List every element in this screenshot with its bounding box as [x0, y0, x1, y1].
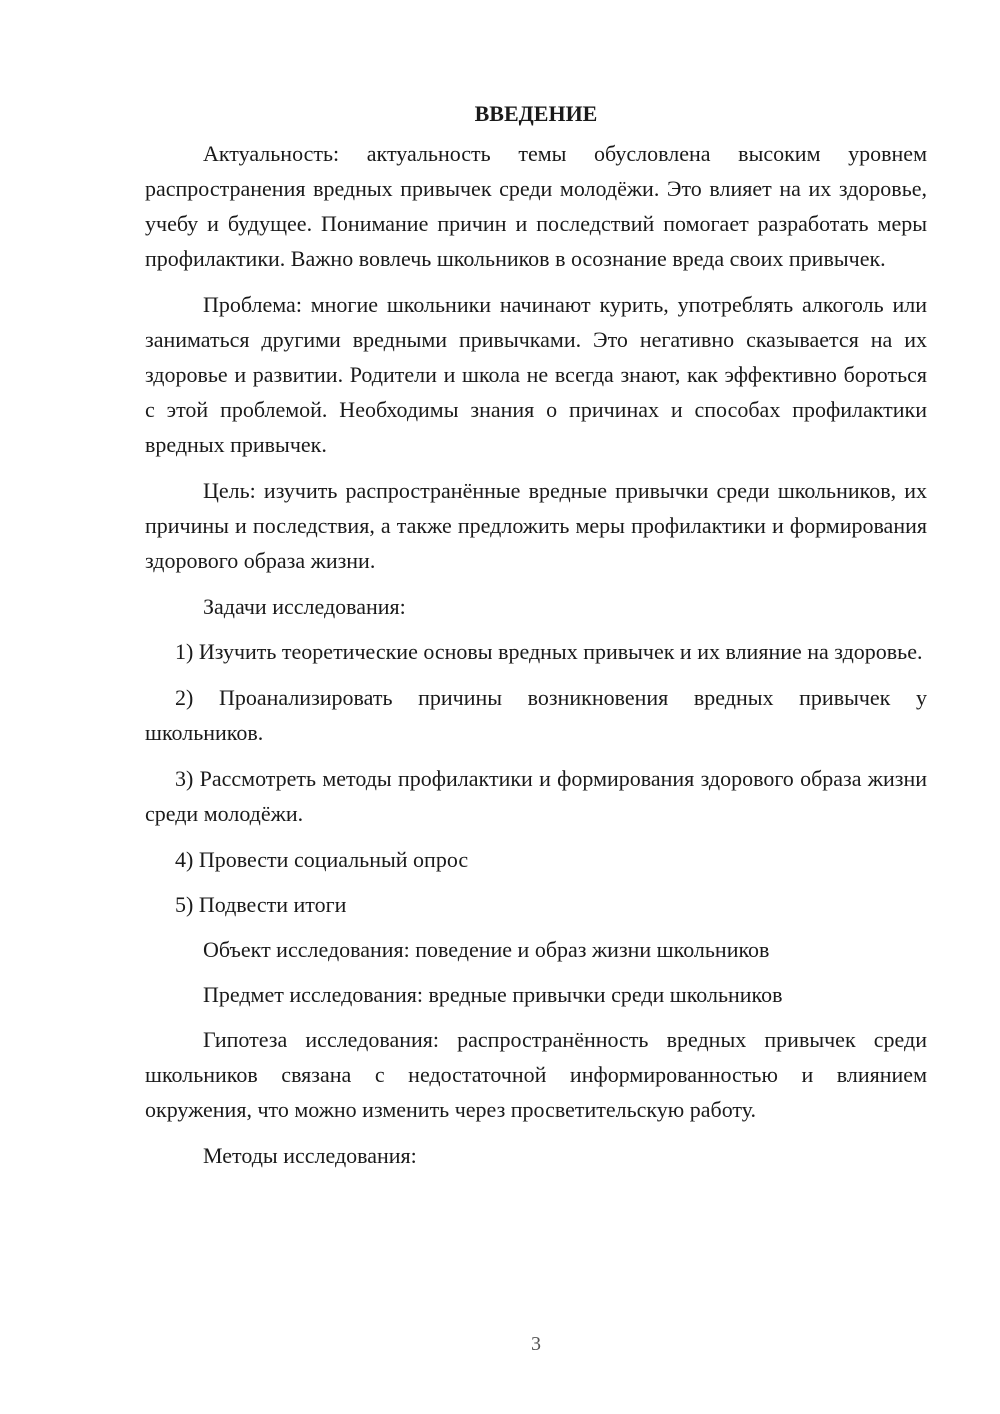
task-item: 4) Провести социальный опрос — [175, 847, 469, 872]
document-page — [145, 96, 927, 1183]
goal-paragraph: Цель: изучить распространённые вредные привычки среди школьников, их причины и последствия, а также предложить меры профилактики и формирования здорового образа жизни. — [145, 478, 927, 573]
object-line: Объект исследования: поведение и образ жизни школьников — [203, 937, 770, 962]
task-item: 5) Подвести итоги — [175, 892, 347, 917]
methods-heading: Методы исследования: — [203, 1143, 417, 1168]
hypothesis-paragraph: Гипотеза исследования: распространённость вредных привычек среди школьников связана с недостаточной информированностью и влиянием окружения, что можно изменить через просветительскую работу. — [145, 1027, 927, 1122]
task-item: 3) Рассмотреть методы профилактики и формирования здорового образа жизни среди молодёжи. — [145, 766, 927, 826]
section-heading: ВВЕДЕНИЕ — [474, 101, 598, 126]
problem-paragraph: Проблема: многие школьники начинают курить, употреблять алкоголь или заниматься другими вредными привычками. Это негативно сказывается на их здоровье и развитии. Родители и школа не всегда знают, как эффективно бороться с этой проблемой. Необходимы знания о причинах и способах профилактики вредных привычек. — [145, 292, 927, 457]
tasks-heading: Задачи исследования: — [203, 594, 406, 619]
subject-line: Предмет исследования: вредные привычки среди школьников — [203, 982, 783, 1007]
task-item: 1) Изучить теоретические основы вредных привычек и их влияние на здоровье. — [175, 639, 923, 664]
page-number: 3 — [531, 1333, 541, 1355]
relevance-paragraph: Актуальность: актуальность темы обусловлена высоким уровнем распространения вредных привычек среди молодёжи. Это влияет на их здоровье, учебу и будущее. Понимание причин и последствий помогает разработать меры профилактики. Важно вовлечь школьников в осознание вреда своих привычек. — [145, 141, 927, 271]
task-item: 2) Проанализировать причины возникновения вредных привычек у школьников. — [145, 685, 927, 745]
